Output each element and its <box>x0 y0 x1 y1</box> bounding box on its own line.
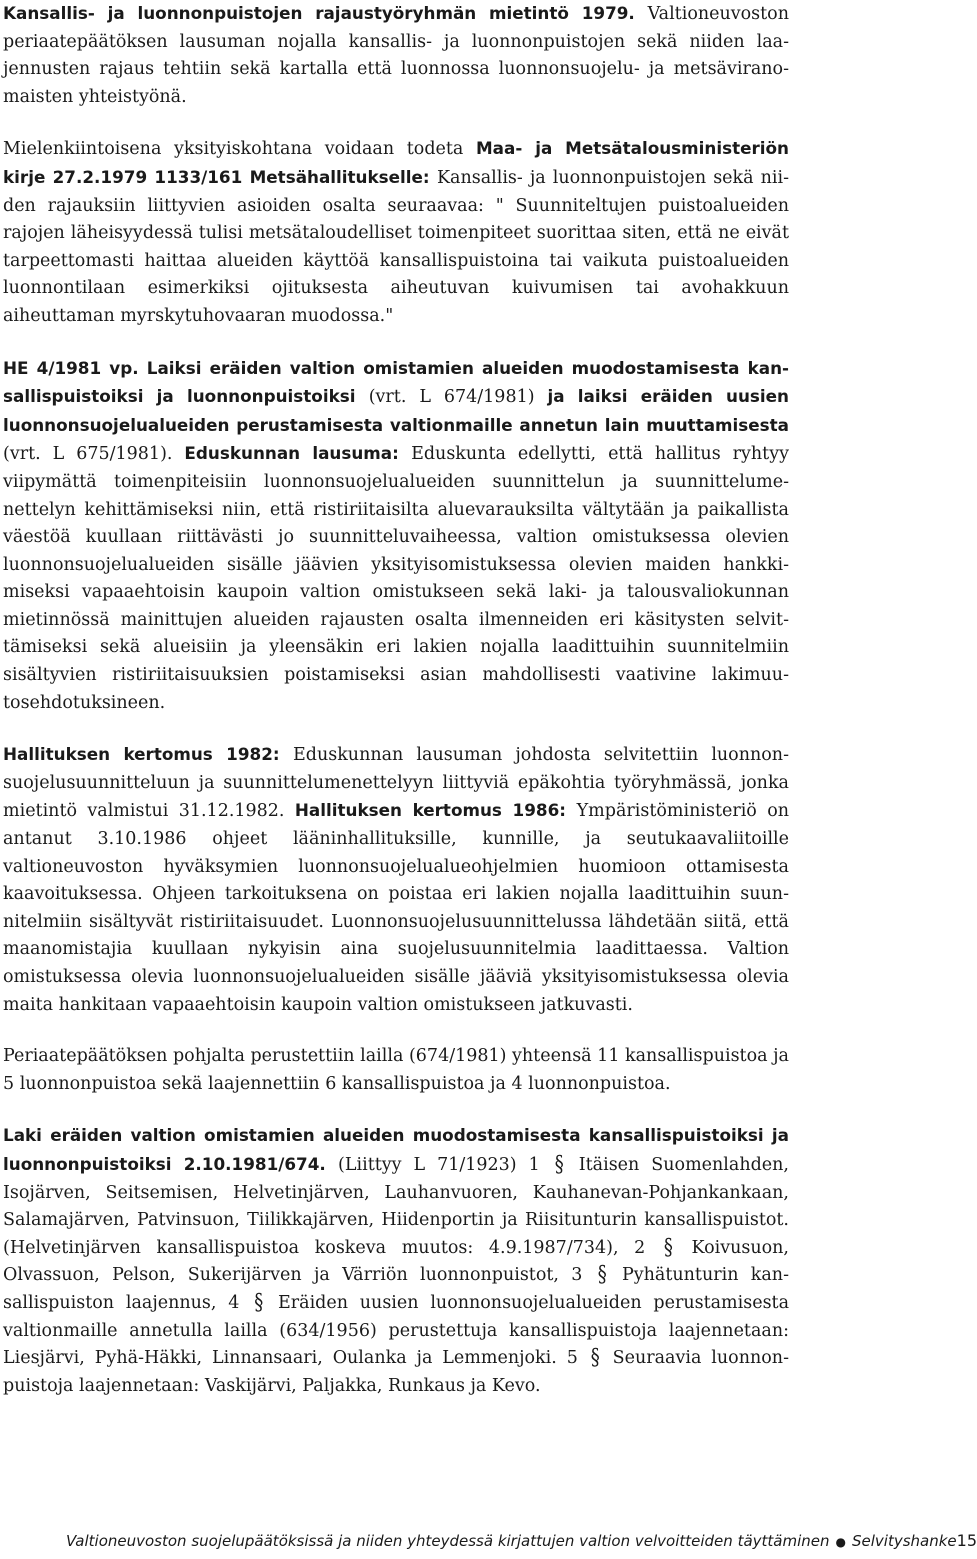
body-text: Valtioneuvoston periaatepäätöksen lausuman nojalla kansallis- ja luonnonpuistojen sekä niiden laajennusten rajaus tehtiin sekä kartalla että luonnossa luonnonsuojelu- ja metsäviranomaisten yhteistyönä. <box>3 4 789 107</box>
body-text: Itäisen Suomenlahden, Isojärven, Seitsemisen, Helvetinjärven, Lauhanvuoren, Kauhanevan-Pohjankankaan, Salamajärven, Patvinsuon, Tiilikkajärven, Hiidenportin ja Riisitunturin kansallispuistot. (Helvetinjärven kansallispuistoa koskeva muutos: 4.9.1987/734), 2 <box>3 1154 789 1258</box>
paragraph-ministerion-kirje <box>3 135 789 330</box>
body-text: Eduskunnan lausuman johdosta selvitettiin luonnonsuojelusuunnitteluun ja suunnittelumenettelyyn liittyviä epäkohtia työryhmässä, jonka mietintö valmistui 31.12.1982. <box>3 745 789 822</box>
paragraph-rajaustyoryhma <box>3 0 789 111</box>
bold-text: Hallituksen kertomus 1986: <box>294 800 577 821</box>
footer-series: Selvityshanke <box>851 1532 957 1550</box>
paragraph-laki-674-1981 <box>3 1122 789 1400</box>
footer-running-title <box>66 1532 957 1550</box>
footer-title: Valtioneuvoston suojelupäätöksissä ja niiden yhteydessä kirjattujen valtion velvoitteiden täyttäminen <box>66 1532 830 1550</box>
paragraph-hallituksen-kertomus <box>3 741 789 1019</box>
bold-text: Laiksi eräiden valtion omistamien alueiden muodostamisesta kansallispuistoiksi ja luonnonpuistoiksi <box>3 357 789 407</box>
section-sign: § <box>254 1289 264 1316</box>
page-number: 15 <box>956 1531 977 1550</box>
body-text: Ympäristöministeriö on antanut 3.10.1986 ohjeet lääninhallituksille, kunnille, ja seutukaavaliitoille valtioneuvoston hyväksymien luonnonsuojelualueohjelmien huomioon ottamisesta kaavoituksessa. Ohjeen tarkoituksena on poistaa eri lakien nojalla laadittuihin suunnitelmiin sisältyvät ristiriitaisuudet. Luonnonsuojelusuunnittelussa lähdetään siitä, että maanomistajia kuullaan nykyisin aina suojelusuunnitelmia laadittaessa. Valtion omistuksessa olevia luonnonsuojelualueiden sisälle jääviä yksityisomistuksessa olevia maita hankitaan vapaaehtoisin kaupoin valtion omistukseen jatkuvasti. <box>3 801 789 1015</box>
body-text: Periaatepäätöksen pohjalta perustettiin lailla (674/1981) yhteensä 11 kansallispuistoa ja 5 luonnonpuistoa sekä laajennettiin 6 kansallispuistoa ja 4 luonnonpuistoa. <box>3 1046 789 1094</box>
footer-bullet: ● <box>835 1535 846 1549</box>
body-text: Eduskunta edellytti, että hallitus ryhtyy viipymättä toimenpiteisiin luonnonsuojelualueiden suunnittelun ja suunnittelumenettelyn kehittämiseksi niin, että ristiriitaisilta aluevarauksilta vältytään ja paikallista väestöä kuullaan riittävästi jo suunnitteluvaiheessa, valtion omistuksessa olevien luonnonsuojelualueiden sisälle jäävien yksityisomistuksessa olevien maiden hankkimiseksi vapaaehtoisin kaupoin valtion omistukseen sekä laki- ja talousvaliokunnan mietinnössä mainittujen alueiden rajausten osalta ilmenneiden eri käsitysten selvittämiseksi sekä alueisiin ja yleensäkin eri lakien nojalla laadittuihin suunnitelmiin sisältyvien ristiriitaisuuksien poistamiseksi asian mahdollisesti vaativine lakimuutosehdotuksineen. <box>3 444 789 713</box>
body-text: Kansallis- ja luonnonpuistojen sekä niiden rajauksiin liittyvien asioiden osalta seuraavaa: " Suunniteltujen puistoalueiden rajojen läheisyydessä tulisi metsätaloudelliset toimenpiteet suorittaa siten, että ne eivät tarpeettomasti haittaa alueiden käyttöä kansallispuistoina tai vaikuta puistoalueiden luonnontilaan esimerkiksi ojituksesta aiheutuvan kuivumisen tai avohakkuun aiheuttaman myrskytuhovaaran muodossa." <box>3 167 789 326</box>
body-text: (vrt. L 675/1981). <box>3 444 185 465</box>
paragraph-he-4-1981 <box>3 355 789 718</box>
bold-text: HE 4/1981 vp. <box>3 357 147 378</box>
paragraph-periaatepaatos <box>3 1043 789 1098</box>
body-text: Eräiden uusien luonnonsuojelualueiden perustamisesta valtionmaille annetulla lailla (634/1956) perustettuja kansallispuistoja laajennetaan: Liesjärvi, Pyhä-Häkki, Linnansaari, Oulanka ja Lemmenjoki. 5 <box>3 1292 790 1369</box>
bold-text: ja laiksi eräiden uusien luonnonsuojelualueiden perustamisesta valtionmaille annetun lain muuttamisesta <box>3 386 789 435</box>
section-sign: § <box>590 1344 600 1371</box>
bold-text: Kansallis- ja luonnonpuistojen rajaustyöryhmän mietintö 1979. <box>3 3 648 23</box>
body-text: Pyhätunturin kansallispuiston laajennus, 4 <box>3 1265 789 1313</box>
body-text: Koivusuon, Olvassuon, Pelson, Sukerijärven ja Värriön luonnonpuistot, 3 <box>3 1237 789 1286</box>
section-sign: § <box>554 1151 564 1178</box>
bold-text: Laki eräiden valtion omistamien alueiden muodostamisesta kansallispuistoiksi ja luonnonpuistoiksi 2.10.1981/674. <box>3 1125 789 1174</box>
bold-text: Hallituksen kertomus 1982: <box>3 744 293 765</box>
document-body <box>3 0 789 1400</box>
page-footer <box>66 1531 977 1550</box>
bold-text: Maa- ja Metsätalousministeriön kirje 27.2.1979 1133/161 Metsähallitukselle: <box>3 138 789 187</box>
body-text: Seuraavia luonnonpuistoja laajennetaan: Vaskijärvi, Paljakka, Runkaus ja Kevo. <box>3 1348 789 1396</box>
body-text: (vrt. L 674/1981) <box>368 387 548 408</box>
body-text: (Liittyy L 71/1923) 1 <box>338 1154 552 1175</box>
section-sign: § <box>663 1234 673 1261</box>
section-sign: § <box>597 1261 607 1288</box>
bold-text: Eduskunnan lausuma: <box>184 443 412 464</box>
body-text: Mielenkiintoisena yksityiskohtana voidaan todeta <box>3 139 476 160</box>
